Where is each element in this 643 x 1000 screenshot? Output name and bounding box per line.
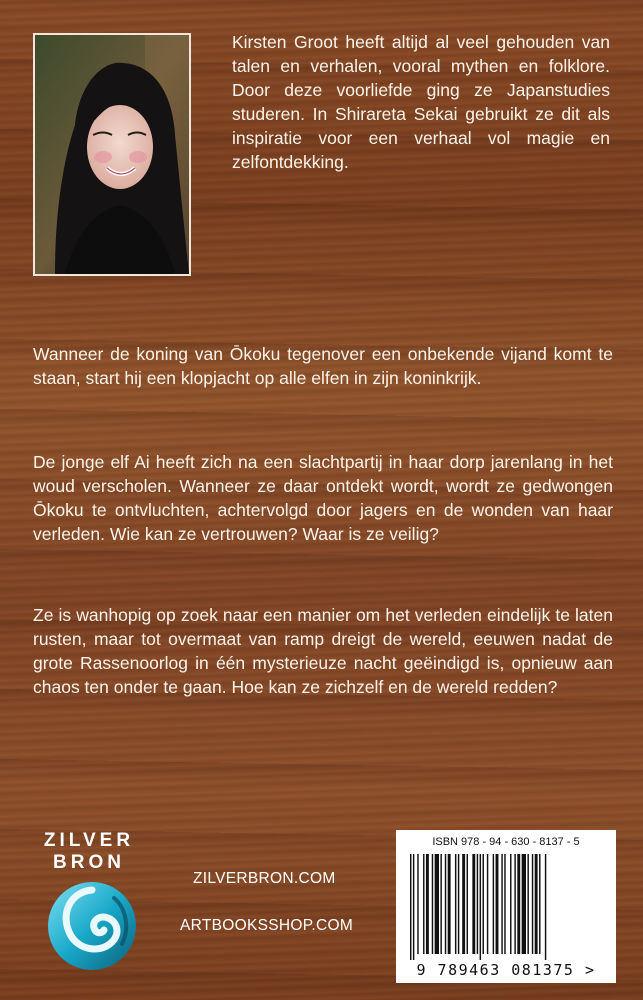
barcode-bar [487,854,488,954]
barcode-bar [435,854,439,954]
barcode-bar [472,854,475,954]
isbn-digits: 9 789463 081375 > [416,961,596,979]
barcode-bar [493,854,494,954]
isbn-label: ISBN 978 - 94 - 630 - 8137 - 5 [432,836,580,848]
author-photo [33,33,191,276]
barcode-bar [480,854,481,960]
isbn-barcode [396,830,616,983]
barcode-bar [440,854,441,954]
barcode-bar [545,854,546,960]
shop-website-link[interactable]: ARTBOOKSSHOP.COM [180,917,354,934]
barcode-bar [462,854,465,954]
barcode-bar [458,854,459,954]
barcode-bars [410,854,602,960]
barcode-bar [432,854,433,954]
publisher-logo-icon [44,878,140,974]
publisher-logo-line1: ZILVER [43,830,135,851]
barcode-bar [410,854,411,960]
barcode-bar [501,854,502,954]
barcode-bar [477,854,478,954]
publisher-website-link[interactable]: ZILVERBRON.COM [193,870,336,887]
barcode-bar [455,854,456,954]
author-bio: Kirsten Groot heeft altijd al veel gehouden van talen en verhalen, vooral mythen en folklore. Door deze voorliefde ging ze Japanstudies studeren. In Shirareta Sekai gebruikt ze dit als inspiratie voor een verhaal vol magie en zelfontdekking. [232,32,610,172]
barcode-bar [413,854,414,960]
barcode-bar [426,854,429,954]
barcode-bar [535,854,538,954]
barcode-bar [423,854,424,954]
blurb-paragraph-3: Ze is wanhopig op zoek naar een manier om het verleden eindelijk te laten rusten, maar tot overmaat van ramp dreigt de wereld, eeuwen nadat de grote Rassenoorlog in één mysterieuze nacht geëindigd is, opnieuw aan chaos ten onder te gaan. Hoe kan ze zichzelf en de wereld redden? [33,605,613,697]
barcode-bar [445,854,446,954]
blurb-paragraph-2: De jonge elf Ai heeft zich na een slachtpartij in haar dorp jarenlang in het woud verscholen. Wanneer ze daar ontdekt wordt, wordt ze gedwongen Ōkoku te ontvluchten, achtervolgd door jagers en de wonden van haar verleden. Wie kan ze vertrouwen? Waar is ze veilig? [33,452,613,544]
barcode-bar [448,854,451,954]
author-portrait-image [35,35,189,274]
blurb-paragraph-1: Wanneer de koning van Ōkoku tegenover een onbekende vijand komt te staan, start hij een klopjacht op alle elfen in zijn koninkrijk. [33,344,613,388]
barcode-bar [514,854,515,954]
barcode-bar [504,854,505,954]
barcode-bar [539,854,540,954]
barcode-bar [532,854,533,954]
barcode-bar [496,854,499,954]
barcode-bar [517,854,520,954]
publisher-logo-line2: BRON [53,852,125,873]
barcode-bar [522,854,526,954]
barcode-bar [417,854,418,954]
barcode-bar [510,854,511,954]
barcode-bar [527,854,528,954]
barcode-bar [483,854,484,954]
barcode-bar [467,854,468,954]
